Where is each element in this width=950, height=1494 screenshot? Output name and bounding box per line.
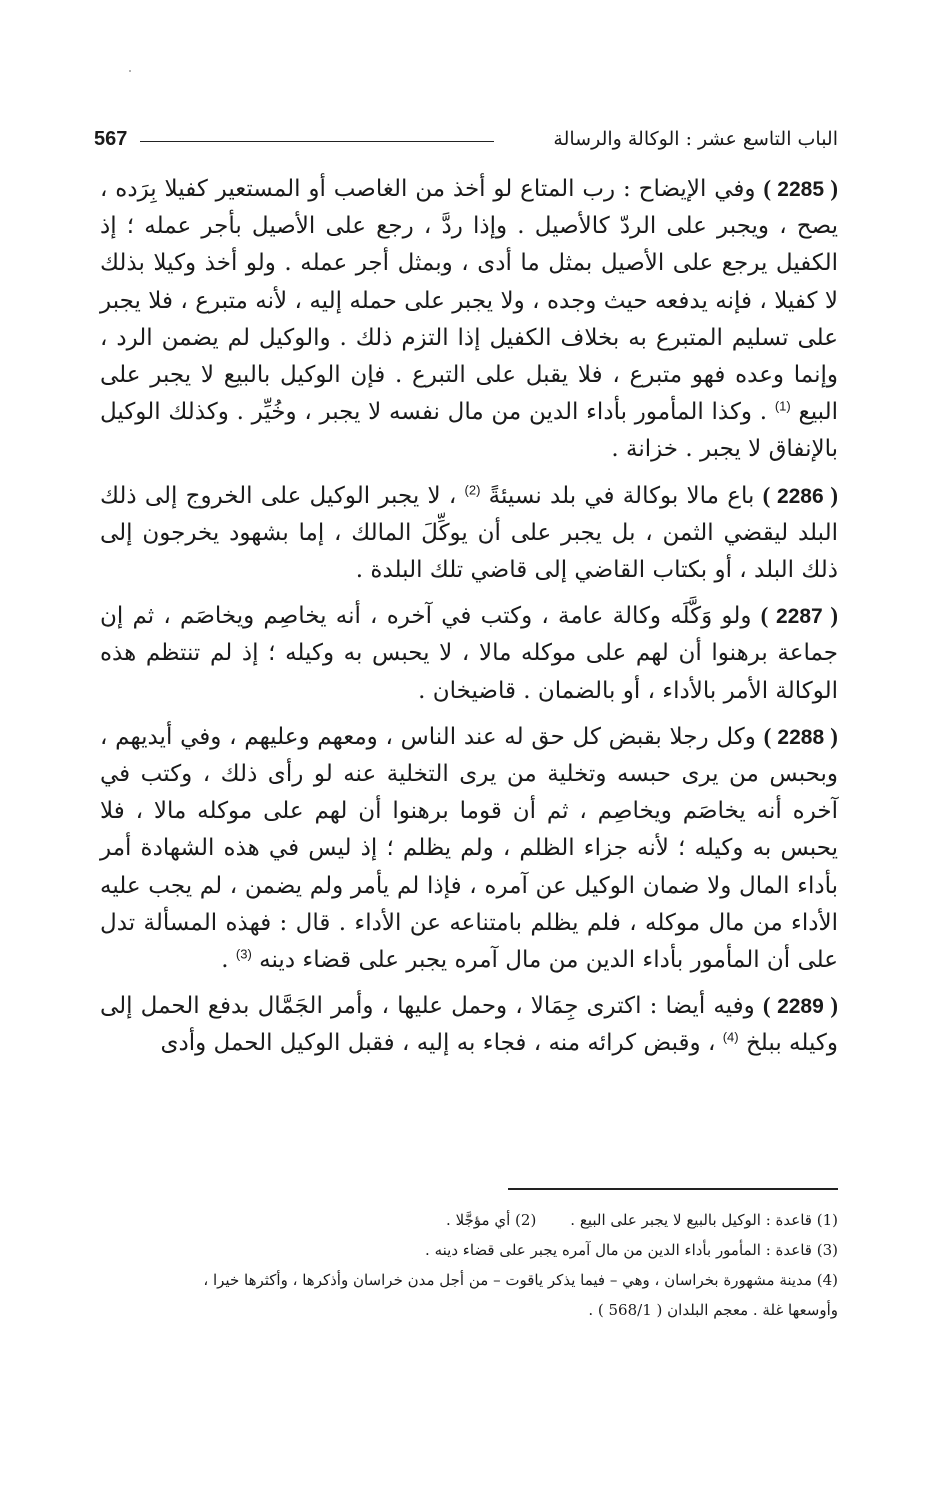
footnote-1: (1) قاعدة : الوكيل بالبيع لا يجبر على البيع . [570, 1211, 838, 1229]
footnote-ref: (2) [464, 481, 481, 497]
footnote-ref: (1) [774, 398, 791, 414]
footnote-4-line-1: (4) مدينة مشهورة بخراسان ، وهي – فيما يذكر ياقوت – من أجل مدن خراسان وأذكرها ، وأكثرها خيرا ، [203, 1271, 838, 1289]
paragraph-text-continued: ، وقبض كرائه منه ، فجاء به إليه ، فقبل الوكيل الحمل وأدى [160, 1030, 716, 1057]
footnote-2: (2) أي مؤجَّلا . [446, 1211, 537, 1229]
footnote-separator [508, 1188, 838, 1190]
paragraph-2285 [100, 170, 838, 469]
paragraph-2288 [100, 718, 838, 979]
footnote-3: (3) قاعدة : المأمور بأداء الدين من مال آمره يجبر على قضاء دينه . [425, 1241, 838, 1259]
paragraph-text-continued: ، لا يجبر الوكيل على الخروج إلى ذلك البلد ليقضي الثمن ، بل يجبر على أن يوكِّلَ المالك ، إما بشهود يخرجون إلى ذلك البلد ، أو بكتاب القاضي إلى قاضي تلك البلدة . [100, 482, 838, 584]
paragraph-text: باع مالا بوكالة في بلد نسيئةً [488, 482, 755, 509]
footnote-line [100, 1205, 838, 1235]
footnote-4-line-2: وأوسعها غلة . معجم البلدان ( 568/1 ) . [588, 1301, 838, 1319]
running-header [94, 124, 838, 154]
entry-number: ( 2288 ) [763, 723, 838, 749]
paragraph-text: وكل رجلا بقبض كل حق له عند الناس ، ومعهم وعليهم ، وفي أيديهم ، وبحبس من يرى حبسه وتخلية من يرى التخلية عنه لو رأى ذلك ، وكتب في آخره أنه يخاصَم ويخاصِم ، ثم أن قوما برهنوا أن لهم على موكله مالا ، فلا يحبس به وكيله ؛ لأنه جزاء الظلم ، ولم يظلم ؛ إذ ليس في هذه الشهادة أمر بأداء المال ولا ضمان الوكيل عن آمره ، فإذا لم يأمر ولم يضمن ، لم يجب عليه الأداء من مال موكله ، فلم يظلم بامتناعه عن الأداء . قال : فهذه المسألة تدل على أن المأمور بأداء الدين من مال آمره يجبر على قضاء دينه [100, 723, 838, 974]
entry-number: ( 2285 ) [763, 176, 838, 201]
paragraph-text: وفيه أيضا : اكترى جِمَالا ، وحمل عليها ، وأمر الجَمَّال بدفع الحمل إلى وكيله ببلخ [100, 993, 838, 1057]
paragraph-text: وفي الإيضاح : رب المتاع لو أخذ من الغاصب أو المستعير كفيلا بِرَده ، يصح ، ويجبر على الردّ كالأصيل . وإذا ردَّ ، رجع على الأصيل بأجر عمله ؛ إذ الكفيل يرجع على الأصيل بمثل ما أدى ، وبمثل أجر عمله . ولو أخذ وكيلا بذلك لا كفيلا ، فإنه يدفعه حيث وجده ، ولا يجبر على حمله إليه ، لأنه متبرع ، فلا يجبر على تسليم المتبرع به بخلاف الكفيل إذا التزم ذلك . والوكيل لم يضمن الرد ، وإنما وعده فهو متبرع ، فلا يقبل على التبرع . فإن الوكيل بالبيع لا يجبر على البيع [100, 176, 839, 426]
scan-speck [129, 70, 131, 72]
header-rule [140, 141, 494, 142]
footnote-ref: (4) [722, 1029, 739, 1045]
paragraph-2286 [100, 477, 838, 590]
paragraph-2289 [100, 987, 838, 1062]
footnotes [100, 1205, 838, 1325]
footnote-ref: (3) [235, 946, 252, 962]
main-text [100, 170, 838, 1071]
entry-number: ( 2286 ) [762, 482, 838, 508]
entry-number: ( 2287 ) [760, 603, 838, 629]
chapter-title: الباب التاسع عشر : الوكالة والرسالة [553, 128, 838, 150]
paragraph-text: ولو وَكَّلَه وكالة عامة ، وكتب في آخره ، أنه يخاصِم ويخاصَم ، ثم إن جماعة برهنوا أن لهم على موكله مالا ، لا يحبس به وكيله ؛ إذ لم تنتظم هذه الوكالة الأمر بالأداء ، أو بالضمان . قاضيخان . [100, 603, 838, 704]
paragraph-2287 [100, 597, 838, 710]
paragraph-text-continued: . [221, 947, 229, 974]
paragraph-text-continued: . وكذا المأمور بأداء الدين من مال نفسه لا يجبر ، وخُيِّر . وكذلك الوكيل بالإنفاق لا يجبر . خزانة . [100, 399, 838, 463]
entry-number: ( 2289 ) [762, 993, 838, 1019]
page-number: 567 [94, 128, 128, 150]
